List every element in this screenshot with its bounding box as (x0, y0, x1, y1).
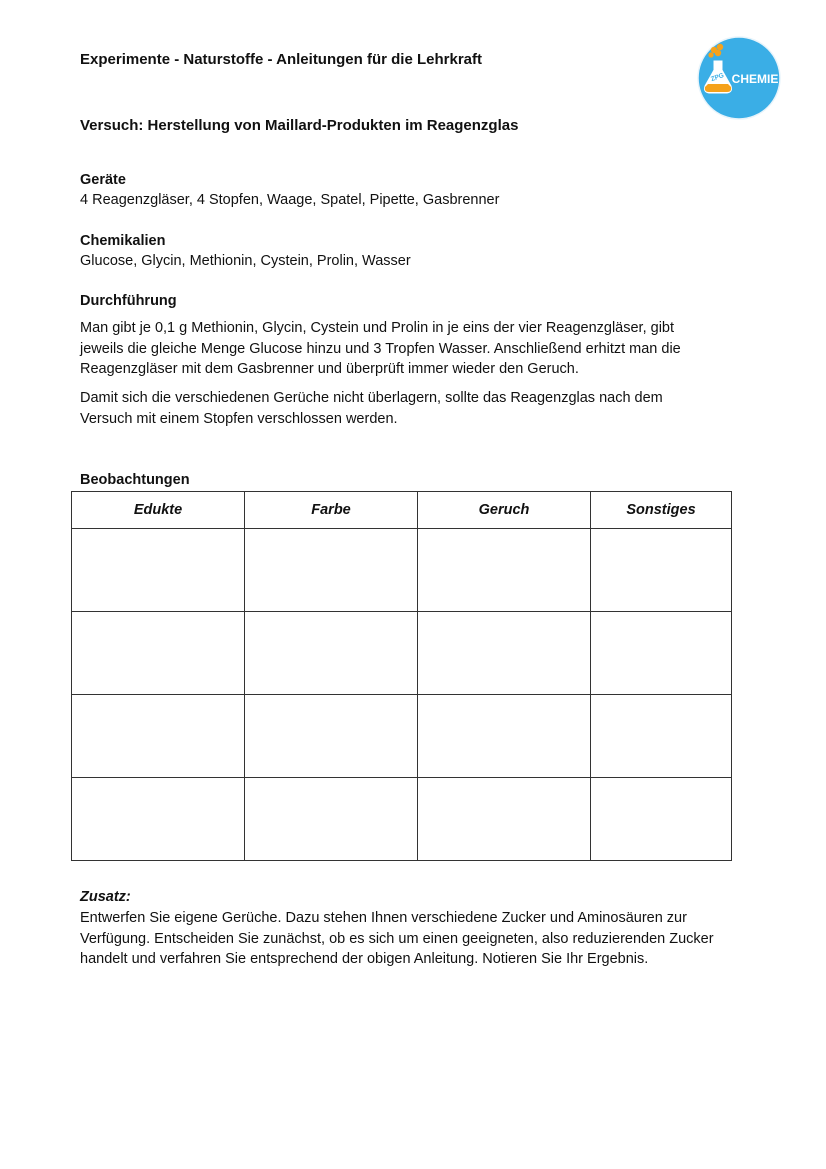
text-line: Man gibt je 0,1 g Methionin, Glycin, Cystein und Prolin in je eins der vier Reagenzgläser, gibt (80, 320, 675, 336)
beobachtungen-heading: Beobachtungen (80, 472, 190, 488)
column-header-sonstiges: Sonstiges (591, 492, 732, 529)
table-cell[interactable] (591, 778, 732, 861)
table-cell[interactable] (72, 529, 245, 612)
chemikalien-text: Glucose, Glycin, Methionin, Cystein, Prolin, Wasser (80, 253, 411, 269)
durchfuehrung-paragraph-2 (80, 388, 720, 429)
text-line: Reagenzgläser mit dem Gasbrenner und überprüft immer wieder den Geruch. (80, 361, 579, 377)
chemikalien-heading: Chemikalien (80, 233, 166, 249)
zpg-chemie-logo (697, 36, 781, 120)
table-cell[interactable] (72, 612, 245, 695)
geraete-text: 4 Reagenzgläser, 4 Stopfen, Waage, Spatel, Pipette, Gasbrenner (80, 192, 500, 208)
table-header-row (72, 492, 732, 529)
durchfuehrung-paragraph-1 (80, 318, 720, 380)
table-row (72, 695, 732, 778)
text-line: handelt und verfahren Sie entsprechend der obigen Anleitung. Notieren Sie Ihr Ergebnis. (80, 951, 649, 967)
table-cell[interactable] (591, 529, 732, 612)
table-cell[interactable] (418, 778, 591, 861)
table-row (72, 529, 732, 612)
table-cell[interactable] (245, 778, 418, 861)
table-cell[interactable] (418, 529, 591, 612)
durchfuehrung-heading: Durchführung (80, 293, 177, 309)
document-title: Experimente - Naturstoffe - Anleitungen für die Lehrkraft (80, 51, 482, 68)
text-line: Versuch mit einem Stopfen verschlossen werden. (80, 410, 398, 427)
geraete-heading: Geräte (80, 172, 126, 188)
text-line: jeweils die gleiche Menge Glucose hinzu und 3 Tropfen Wasser. Anschließend erhitzt man die (80, 340, 681, 357)
column-header-farbe: Farbe (245, 492, 418, 529)
text-line: Entwerfen Sie eigene Gerüche. Dazu stehen Ihnen verschiedene Zucker und Aminosäuren zur (80, 910, 687, 926)
column-header-edukte: Edukte (72, 492, 245, 529)
table-cell[interactable] (245, 529, 418, 612)
experiment-title: Versuch: Herstellung von Maillard-Produkten im Reagenzglas (80, 117, 519, 134)
table-cell[interactable] (418, 695, 591, 778)
table-row (72, 612, 732, 695)
logo-zpg-text: ZPG (710, 72, 725, 84)
text-line: Verfügung. Entscheiden Sie zunächst, ob es sich um einen geeigneten, also reduzierenden Zucker (80, 930, 714, 947)
zusatz-label: Zusatz: (80, 889, 131, 905)
table-cell[interactable] (72, 695, 245, 778)
table-cell[interactable] (72, 778, 245, 861)
table-row (72, 778, 732, 861)
table-cell[interactable] (418, 612, 591, 695)
table-cell[interactable] (245, 612, 418, 695)
logo-chemie-text: CHEMIE (731, 72, 779, 86)
column-header-geruch: Geruch (418, 492, 591, 529)
table-cell[interactable] (245, 695, 418, 778)
table-cell[interactable] (591, 695, 732, 778)
text-line: Damit sich die verschiedenen Gerüche nicht überlagern, sollte das Reagenzglas nach dem (80, 390, 663, 406)
zusatz-text (80, 908, 750, 970)
observation-table (71, 491, 732, 861)
table-cell[interactable] (591, 612, 732, 695)
